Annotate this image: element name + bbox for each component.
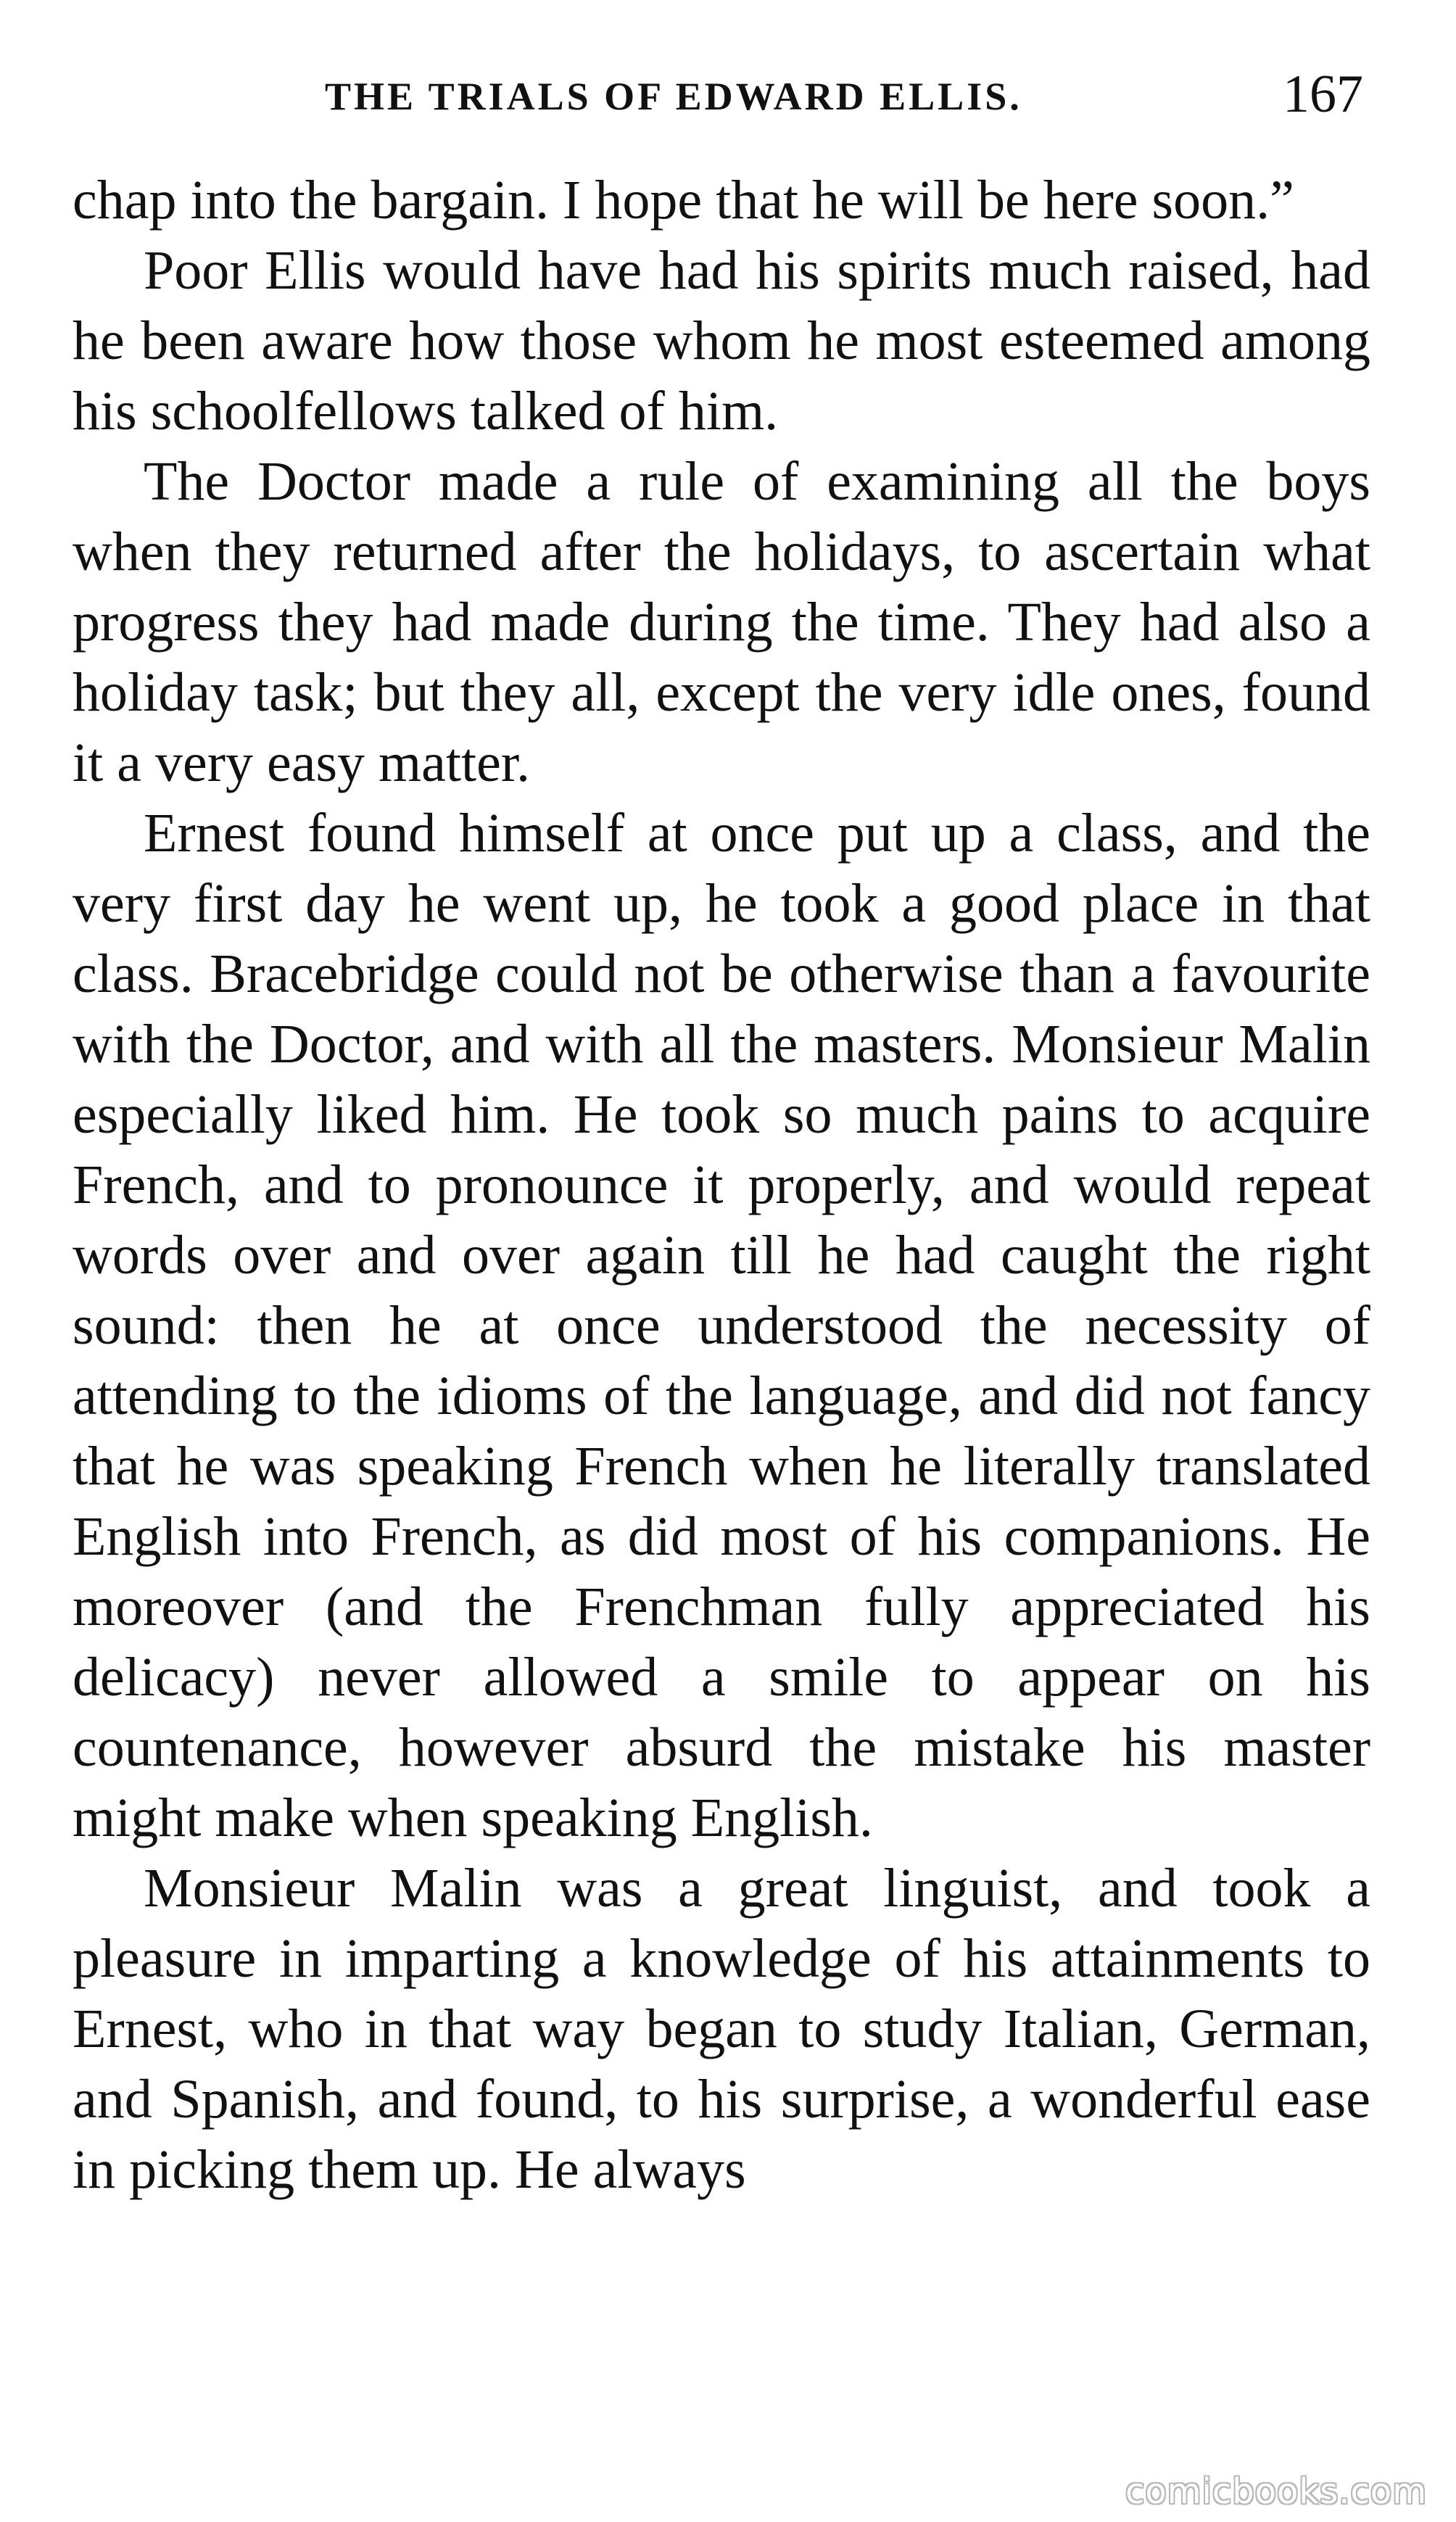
- paragraph-4: Ernest found himself at once put up a class, and the very first day he went up, he took a good place in that class. Bracebridge could not be otherwise than a favourite with the Doctor, and with all the masters. Monsieur Malin especially liked him. He took so much pains to acquire French, and to pronounce it properly, and would repeat words over and over again till he had caught the right sound: then he at once understood the necessity of attending to the idioms of the language, and did not fancy that he was speaking French when he literally translated English into French, as did most of his companions. He moreover (and the Frenchman fully appreciated his delicacy) never allowed a smile to appear on his countenance, however absurd the mistake his master might make when speaking English.: [73, 803, 1370, 1848]
- watermark: comicbooks.com: [1125, 2471, 1427, 2512]
- paragraph-5: Monsieur Malin was a great linguist, and took a pleasure in imparting a knowledge of his attainments to Ernest, who in that way began to study Italian, German, and Spanish, and found, to his surprise, a wonderful ease in picking them up. He always: [73, 1858, 1370, 2200]
- paragraph-1: chap into the bargain. I hope that he will be here soon.”: [73, 170, 1294, 231]
- page-number: 167: [1283, 65, 1363, 124]
- running-head: [73, 64, 1378, 129]
- body-text: [73, 165, 1370, 2205]
- paragraph-3: The Doctor made a rule of examining all the boys when they returned after the holidays, to ascertain what progress they had made during the time. They had also a holiday task; but they all, except the very idle ones, found it a very easy matter.: [73, 451, 1370, 793]
- running-title: THE TRIALS OF EDWARD ELLIS.: [325, 75, 1022, 118]
- paragraph-2: Poor Ellis would have had his spirits much raised, had he been aware how those whom he most esteemed among his schoolfellows talked of him.: [73, 240, 1370, 442]
